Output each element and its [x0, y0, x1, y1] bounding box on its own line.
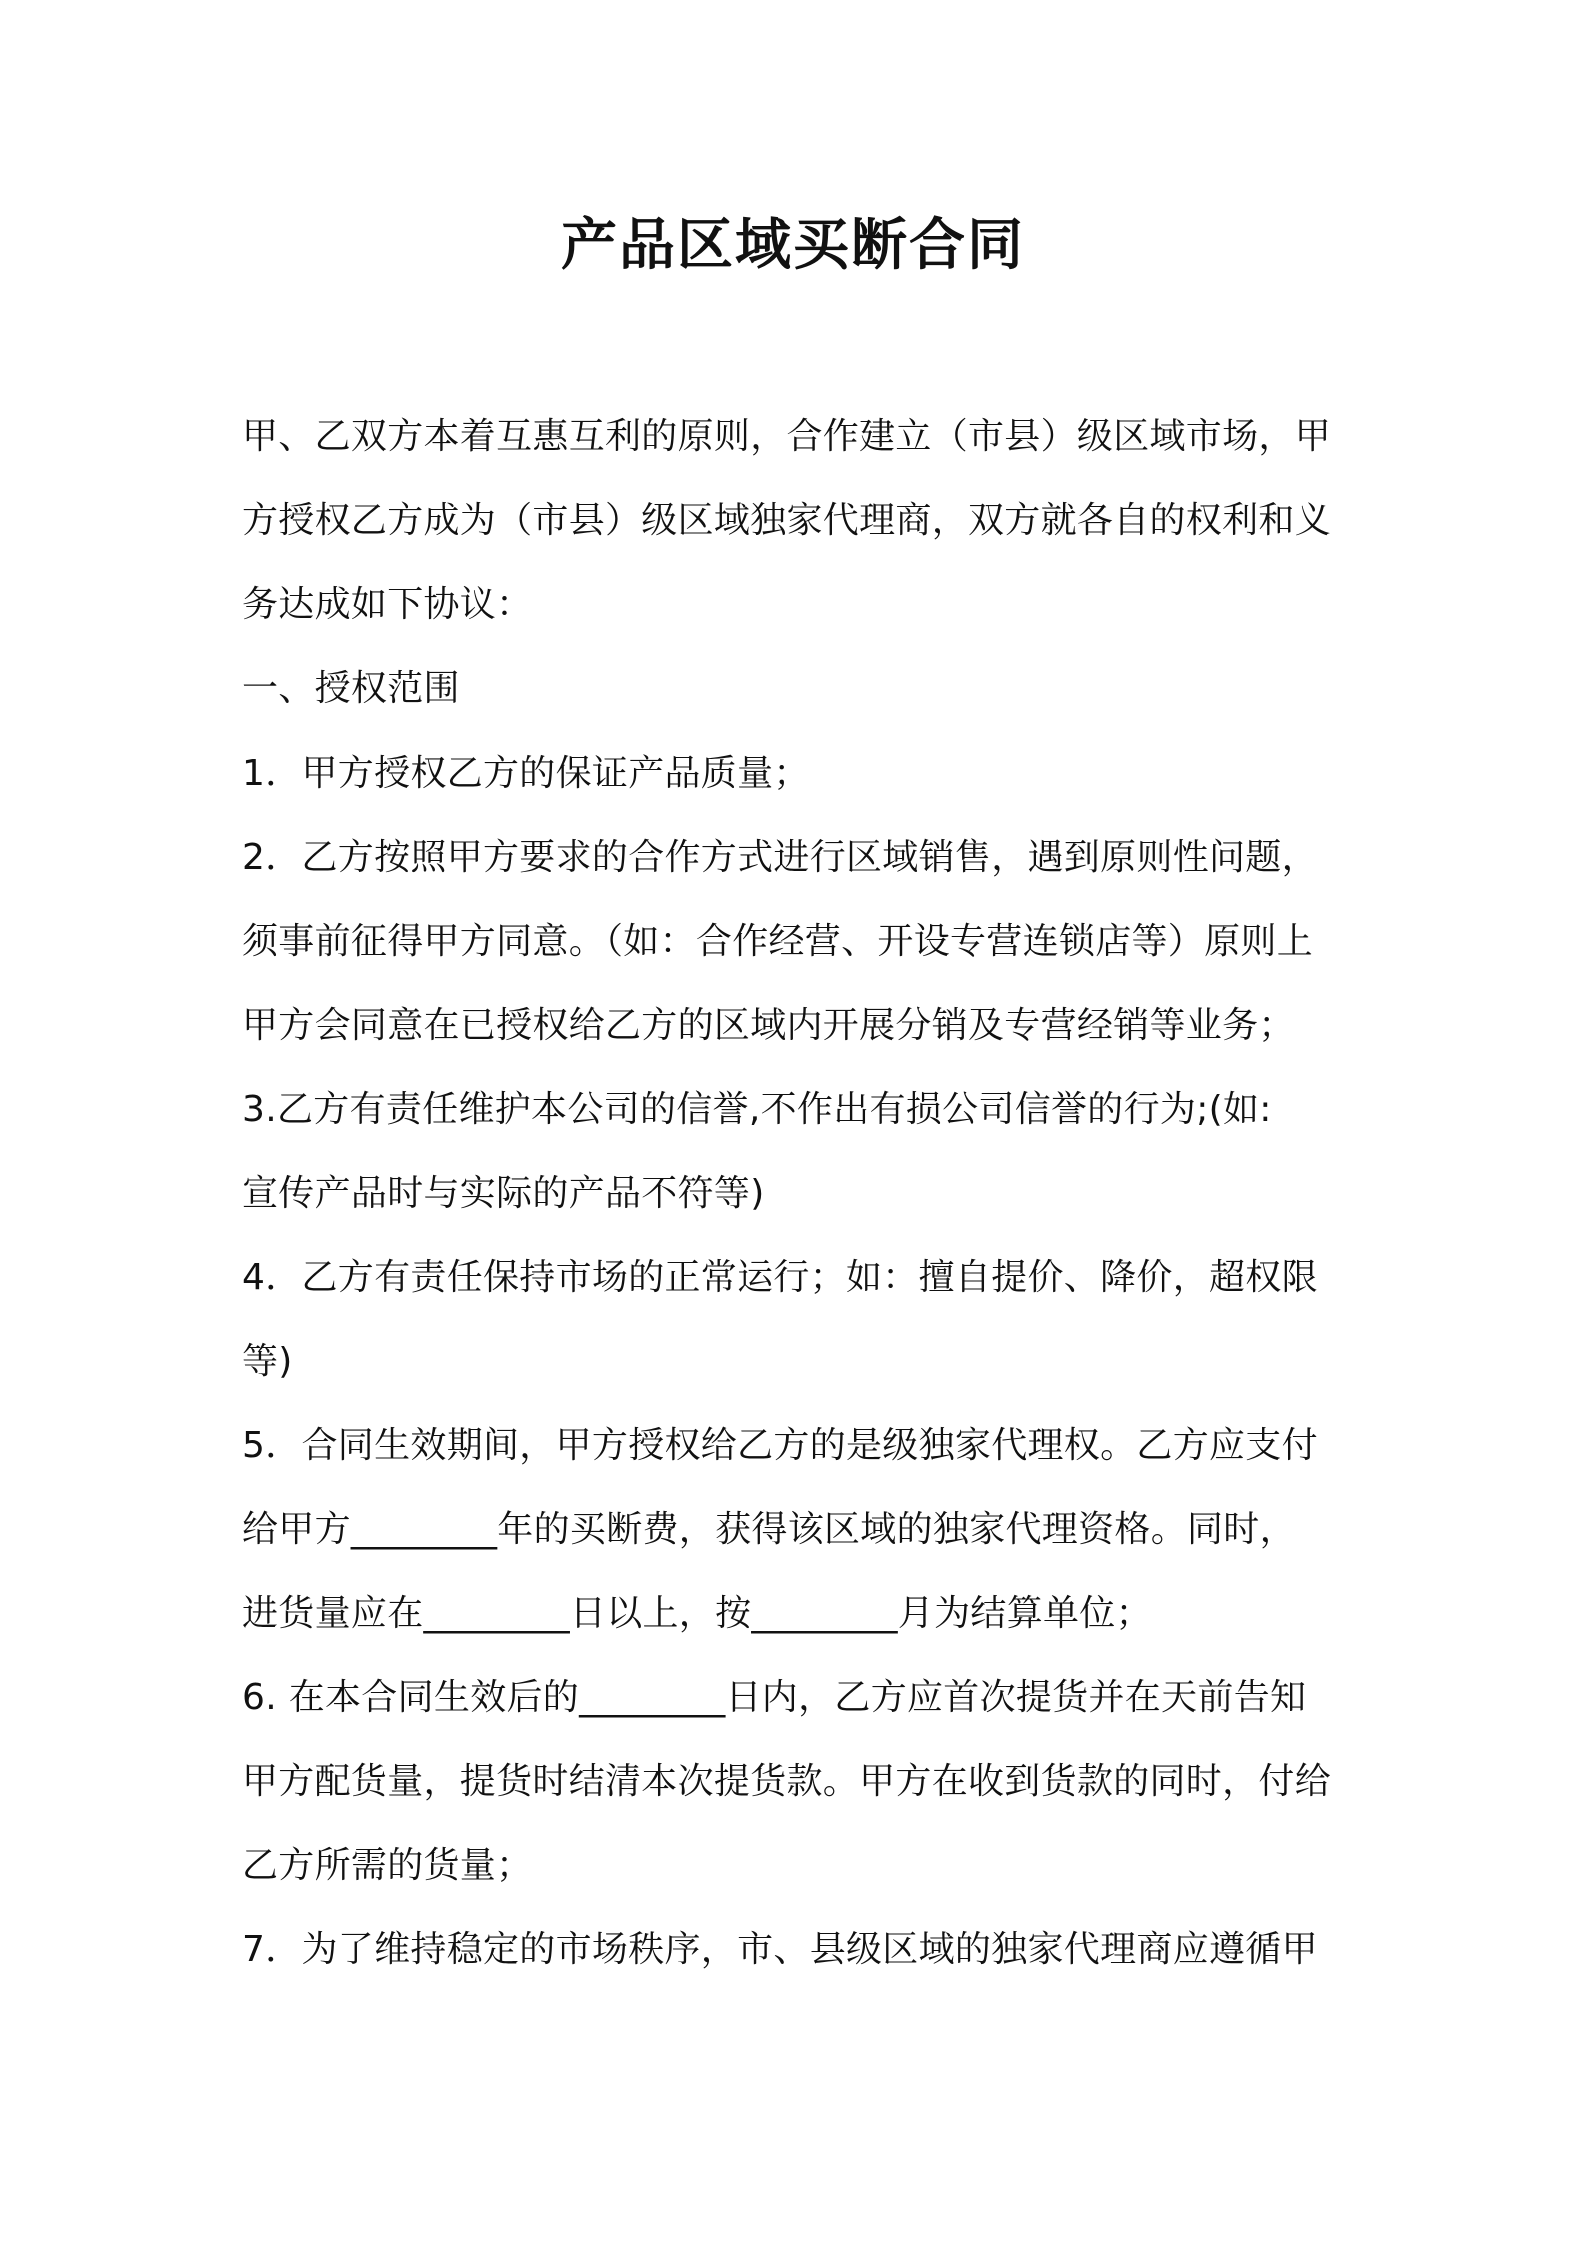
clause-line: 4．乙方有责任保持市场的正常运行；如：擅自提价、降价，超权限 — [242, 1257, 1318, 1298]
clause-line: 须事前征得甲方同意。（如：合作经营、开设专营连锁店等）原则上 — [242, 921, 1314, 962]
clause-line: 1．甲方授权乙方的保证产品质量； — [242, 753, 810, 794]
paragraph-line: 甲、乙双方本着互惠互利的原则，合作建立（市县）级区域市场，甲 — [242, 416, 1332, 457]
section-heading: 一、授权范围 — [242, 668, 460, 709]
clause-line: 6. 在本合同生效后的________日内，乙方应首次提货并在天前告知 — [242, 1677, 1307, 1718]
clause-line: 甲方配货量，提货时结清本次提货款。甲方在收到货款的同时，付给 — [242, 1761, 1332, 1802]
clause-line: 5．合同生效期间，甲方授权给乙方的是级独家代理权。乙方应支付 — [242, 1425, 1318, 1466]
paragraph-line: 务达成如下协议： — [242, 584, 533, 625]
document-title: 产品区域买断合同 — [561, 213, 1025, 278]
clause-line: 7．为了维持稳定的市场秩序，市、县级区域的独家代理商应遵循甲 — [242, 1929, 1318, 1970]
clause-line: 宣传产品时与实际的产品不符等) — [242, 1173, 765, 1214]
clause-line: 进货量应在________日以上，按________月为结算单位； — [242, 1593, 1152, 1634]
clause-line: 甲方会同意在已授权给乙方的区域内开展分销及专营经销等业务； — [242, 1005, 1295, 1046]
clause-line: 给甲方________年的买断费，获得该区域的独家代理资格。同时， — [242, 1509, 1296, 1550]
paragraph-line: 方授权乙方成为（市县）级区域独家代理商，双方就各自的权利和义 — [242, 500, 1332, 541]
clause-line: 2．乙方按照甲方要求的合作方式进行区域销售，遇到原则性问题， — [242, 837, 1318, 878]
clause-line: 乙方所需的货量； — [242, 1845, 533, 1886]
clause-line: 等) — [242, 1341, 293, 1382]
clause-line: 3.乙方有责任维护本公司的信誉,不作出有损公司信誉的行为;(如: — [242, 1089, 1272, 1130]
